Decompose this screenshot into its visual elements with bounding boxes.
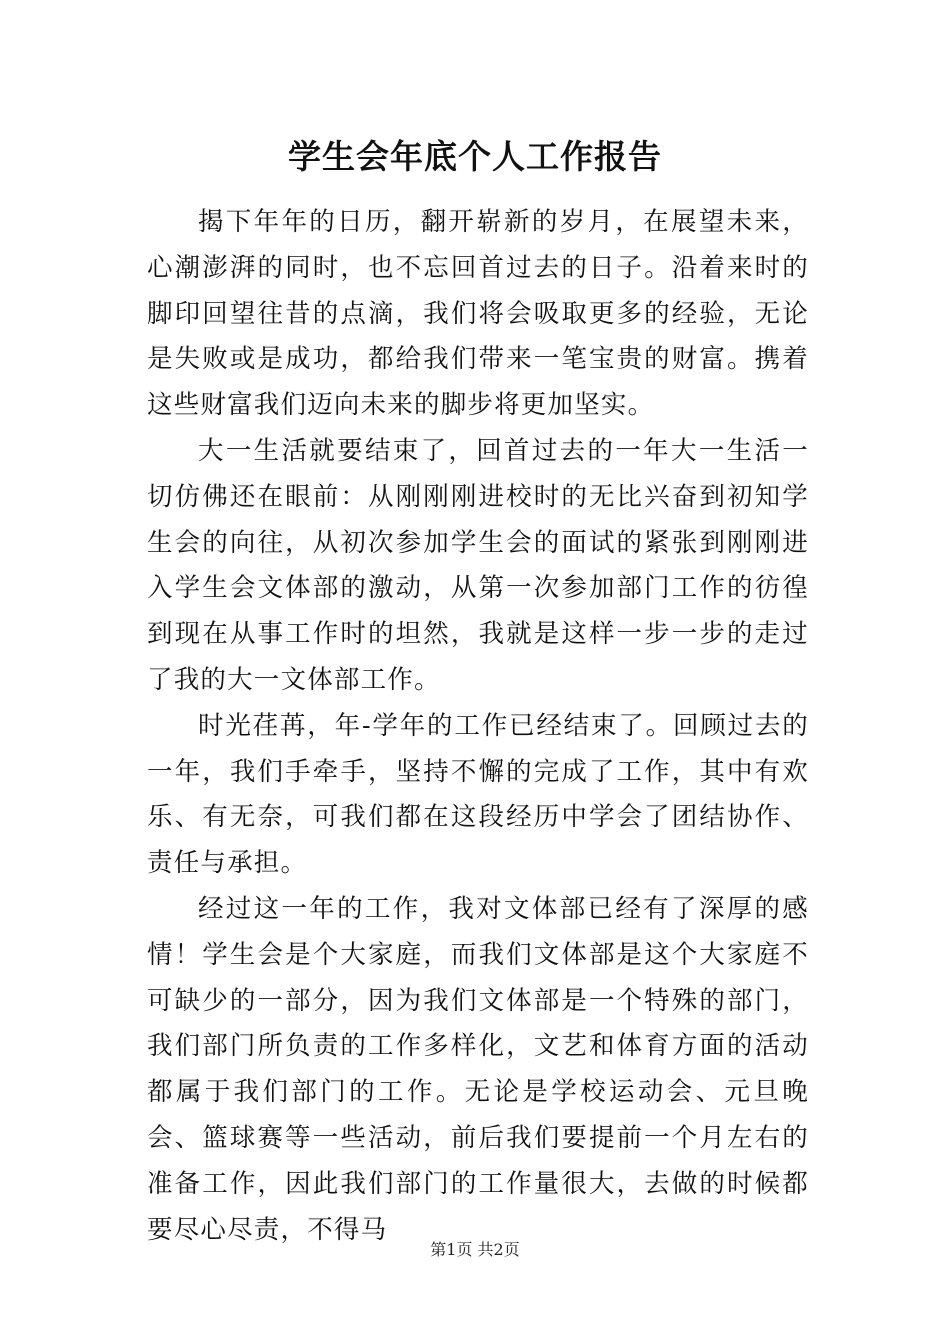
paragraph-3: 时光荏苒，年-学年的工作已经结束了。回顾过去的一年，我们手牵手，坚持不懈的完成了工作，其中有欢乐、有无奈，可我们都在这段经历中学会了团结协作、责任与承担。 xyxy=(147,710,809,879)
document-title: 学生会年底个人工作报告 xyxy=(288,137,662,176)
paragraph-1: 揭下年年的日历，翻开崭新的岁月，在展望未来，心潮澎湃的同时，也不忘回首过去的日子。沿着来时的脚印回望往昔的点滴，我们将会吸取更多的经验，无论是失败或是成功，都给我们带来一笔宝贵的财富。携着这些财富我们迈向未来的脚步将更加坚实。 xyxy=(147,207,809,421)
page-number-footer: 第1页 共2页 xyxy=(430,1240,520,1259)
paragraph-4: 经过这一年的工作，我对文体部已经有了深厚的感情！学生会是个大家庭，而我们文体部是这个大家庭不可缺少的一部分，因为我们文体部是一个特殊的部门，我们部门所负责的工作多样化，文艺和体育方面的活动都属于我们部门的工作。无论是学校运动会、元旦晚会、篮球赛等一些活动，前后我们要提前一个月左右的准备工作，因此我们部门的工作量很大，去做的时候都要尽心尽责，不得马 xyxy=(147,893,809,1245)
paragraph-2: 大一生活就要结束了，回首过去的一年大一生活一切仿佛还在眼前：从刚刚刚进校时的无比兴奋到初知学生会的向往，从初次参加学生会的面试的紧张到刚刚进入学生会文体部的激动，从第一次参加部门工作的彷徨到现在从事工作时的坦然，我就是这样一步一步的走过了我的大一文体部工作。 xyxy=(147,435,809,695)
document-body xyxy=(147,200,809,1253)
